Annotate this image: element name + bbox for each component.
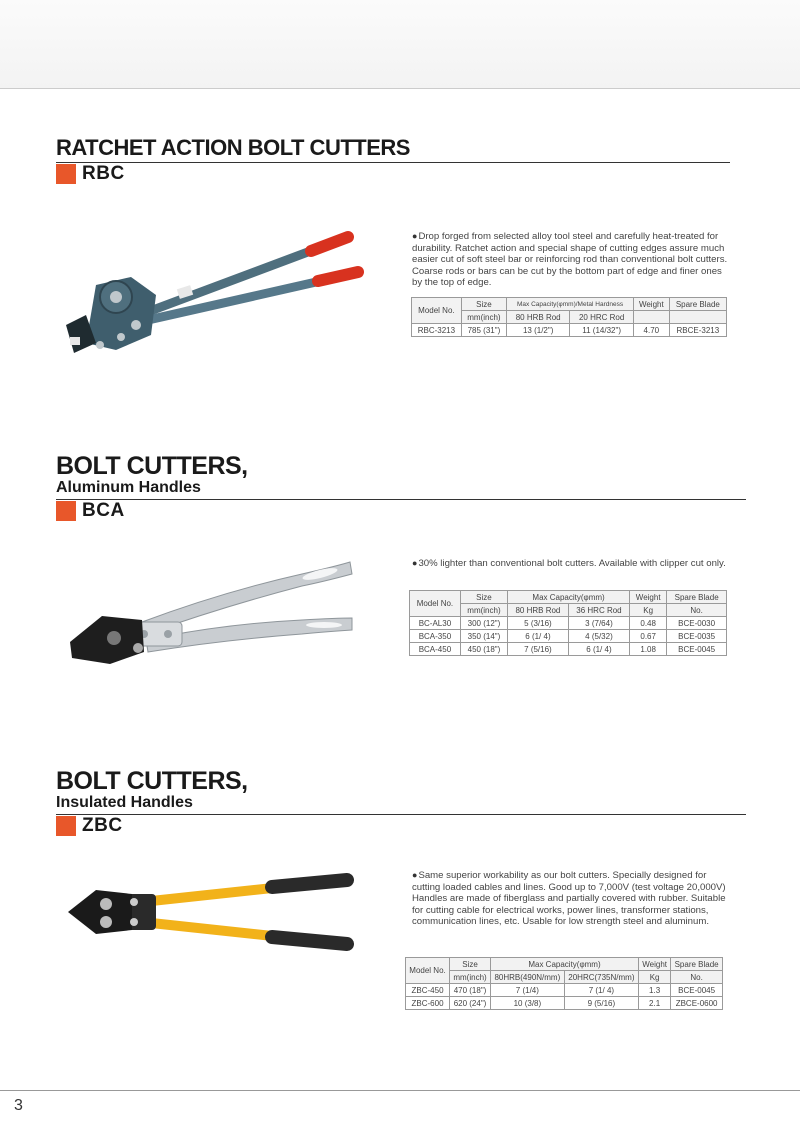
cell-model: BC-AL30 — [410, 617, 461, 630]
cell-model: ZBC-450 — [406, 984, 450, 997]
col-cap2: 20 HRC Rod — [570, 311, 634, 324]
cell-cap2: 4 (5/32) — [568, 630, 629, 643]
section-title: RATCHET ACTION BOLT CUTTERS — [56, 135, 410, 160]
col-weight: Weight — [634, 298, 670, 311]
code-marker — [56, 501, 76, 521]
col-blade: Spare Blade — [671, 958, 723, 971]
spec-table — [409, 590, 727, 656]
cell-cap1: 10 (3/8) — [490, 997, 564, 1010]
cell-cap1: 13 (1/2") — [507, 324, 570, 337]
col-size-unit: mm(inch) — [450, 971, 491, 984]
section-title: BOLT CUTTERS, — [56, 452, 248, 480]
cell-size: 300 (12") — [460, 617, 507, 630]
cell-cap1: 6 (1/ 4) — [508, 630, 569, 643]
cell-blade: ZBCE-0600 — [671, 997, 723, 1010]
spec-table — [405, 957, 723, 1010]
bullet-icon: ● — [412, 558, 418, 568]
cell-blade: RBCE-3213 — [669, 324, 726, 337]
col-blade-unit: No. — [667, 604, 727, 617]
col-model: Model No. — [406, 958, 450, 984]
table-row — [406, 984, 723, 997]
cell-size: 450 (18") — [460, 643, 507, 656]
section-title: BOLT CUTTERS, — [56, 767, 248, 795]
bullet-icon: ● — [412, 870, 418, 880]
cell-weight: 0.48 — [630, 617, 667, 630]
section-divider — [56, 162, 730, 163]
product-description: ●Same superior workability as our bolt cutters. Specially designed for cutting loaded cables and lines. Good up to 7,000V (test voltage 20,000V) Handles are made of fiberglass and partially covered with rubber. Suitable for cutting cable for electrical works, power lines, transformer stations, communication lines, etc. Usable for low strength steel and aluminum. — [412, 870, 726, 928]
table-header-row — [412, 298, 727, 311]
col-blade-unit — [669, 311, 726, 324]
cell-cap2: 7 (1/ 4) — [564, 984, 638, 997]
table-header-row — [406, 958, 723, 971]
col-weight: Weight — [630, 591, 667, 604]
cell-weight: 0.67 — [630, 630, 667, 643]
model-code: ZBC — [82, 815, 123, 836]
col-capacity: Max Capacity(φmm) — [508, 591, 630, 604]
col-size-unit: mm(inch) — [460, 604, 507, 617]
col-weight: Weight — [639, 958, 671, 971]
cell-model: ZBC-600 — [406, 997, 450, 1010]
table-row — [406, 997, 723, 1010]
col-cap1: 80 HRB Rod — [508, 604, 569, 617]
col-blade: Spare Blade — [669, 298, 726, 311]
table-header-row — [406, 971, 723, 984]
cell-blade: BCE-0035 — [667, 630, 727, 643]
footer-divider — [0, 1090, 800, 1091]
cell-cap2: 9 (5/16) — [564, 997, 638, 1010]
col-weight-unit: Kg — [639, 971, 671, 984]
col-blade-unit: No. — [671, 971, 723, 984]
col-blade: Spare Blade — [667, 591, 727, 604]
cell-weight: 1.08 — [630, 643, 667, 656]
col-capacity: Max Capacity(φmm)/Metal Hardness — [507, 298, 634, 311]
col-capacity: Max Capacity(φmm) — [490, 958, 638, 971]
aluminum-bolt-cutter-image — [62, 552, 358, 677]
table-row — [412, 324, 727, 337]
page-number: 3 — [14, 1097, 23, 1114]
section-divider — [56, 814, 746, 815]
cell-size: 785 (31") — [461, 324, 506, 337]
cell-weight: 2.1 — [639, 997, 671, 1010]
table-row — [410, 617, 727, 630]
cell-cap1: 5 (3/16) — [508, 617, 569, 630]
col-cap2: 36 HRC Rod — [568, 604, 629, 617]
code-marker — [56, 816, 76, 836]
col-weight-unit — [634, 311, 670, 324]
table-row — [410, 643, 727, 656]
cell-weight: 4.70 — [634, 324, 670, 337]
model-code: RBC — [82, 163, 125, 184]
model-code: BCA — [82, 500, 125, 521]
cell-model: RBC-3213 — [412, 324, 462, 337]
cell-size: 470 (18") — [450, 984, 491, 997]
col-size: Size — [461, 298, 506, 311]
code-marker — [56, 164, 76, 184]
cell-size: 350 (14") — [460, 630, 507, 643]
col-model: Model No. — [412, 298, 462, 324]
col-cap1: 80HRB(490N/mm) — [490, 971, 564, 984]
cell-blade: BCE-0030 — [667, 617, 727, 630]
bullet-icon: ● — [412, 231, 418, 241]
product-description: ●Drop forged from selected alloy tool steel and carefully heat-treated for durability. Ratchet action and special shape of cutting edges assure much easier cut of soft steel bar or reinforcing rod than conventional bolt cutters. Coarse rods or bars can be cut by the bottom part of edge and finer ones by the top of edge. — [412, 231, 728, 289]
section-divider — [56, 499, 746, 500]
cell-cap1: 7 (5/16) — [508, 643, 569, 656]
col-size: Size — [450, 958, 491, 971]
cell-blade: BCE-0045 — [671, 984, 723, 997]
cell-cap1: 7 (1/4) — [490, 984, 564, 997]
insulated-bolt-cutter-image — [62, 868, 354, 960]
col-size-unit: mm(inch) — [461, 311, 506, 324]
cell-model: BCA-350 — [410, 630, 461, 643]
cell-weight: 1.3 — [639, 984, 671, 997]
cell-model: BCA-450 — [410, 643, 461, 656]
cell-blade: BCE-0045 — [667, 643, 727, 656]
col-cap1: 80 HRB Rod — [507, 311, 570, 324]
product-description: ●30% lighter than conventional bolt cutters. Available with clipper cut only. — [412, 558, 726, 569]
section-subtitle: Aluminum Handles — [56, 479, 201, 496]
col-cap2: 20HRC(735N/mm) — [564, 971, 638, 984]
cell-cap2: 3 (7/64) — [568, 617, 629, 630]
section-subtitle: Insulated Handles — [56, 794, 193, 811]
cell-cap2: 6 (1/ 4) — [568, 643, 629, 656]
col-size: Size — [460, 591, 507, 604]
col-weight-unit: Kg — [630, 604, 667, 617]
ratchet-bolt-cutter-image — [56, 225, 366, 365]
table-row — [410, 630, 727, 643]
header-band — [0, 0, 800, 89]
table-header-row — [410, 591, 727, 604]
col-model: Model No. — [410, 591, 461, 617]
cell-size: 620 (24") — [450, 997, 491, 1010]
spec-table — [411, 297, 727, 337]
cell-cap2: 11 (14/32") — [570, 324, 634, 337]
